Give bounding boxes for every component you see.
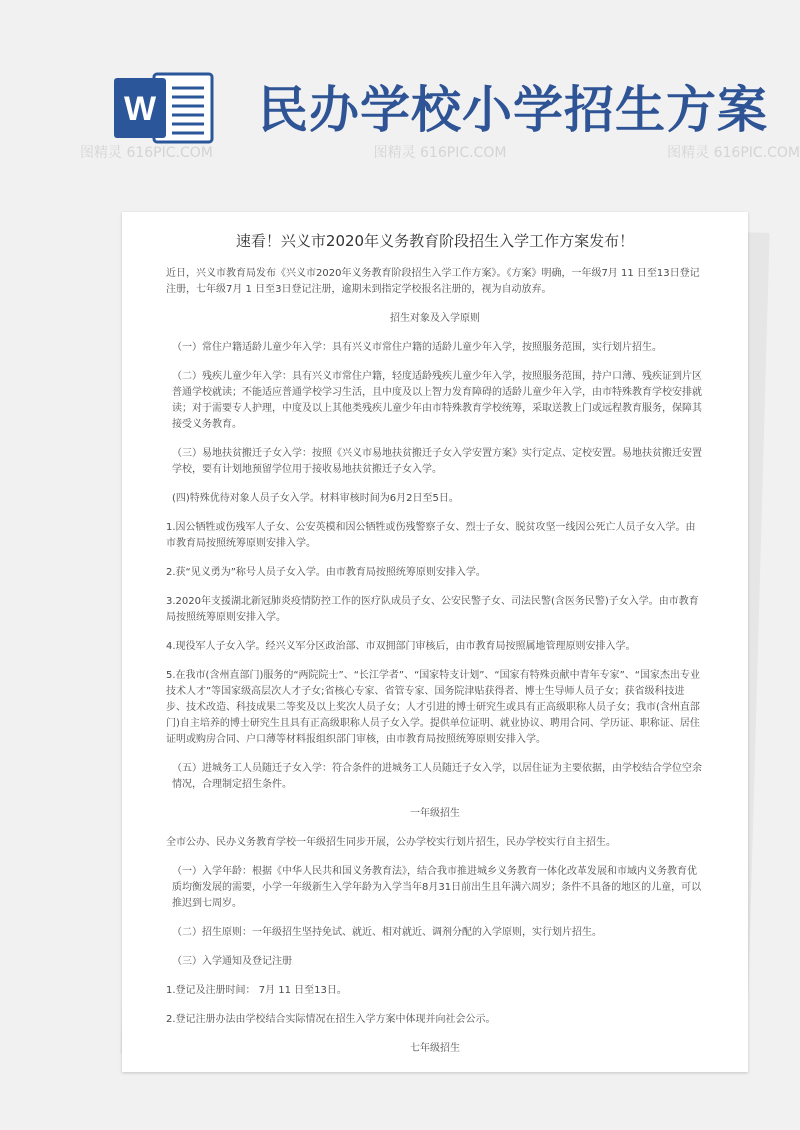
section-heading: 招生对象及入学原则 <box>390 313 480 324</box>
paragraph: 全市公办、民办义务教育学校一年级招生同步开展，公办学校实行划片招生，民办学校实行自主招生。 <box>166 837 616 848</box>
watermark: 图精灵 616PIC.COM <box>667 145 800 161</box>
paragraph: （二）招生原则：一年级招生坚持免试、就近、相对就近、调剂分配的入学原则，实行划片招生。 <box>172 927 602 938</box>
paragraph: 2.获“见义勇为”称号人员子女入学。由市教育局按照统筹原则安排入学。 <box>166 567 486 578</box>
word-icon-letter: W <box>123 90 157 128</box>
word-document-icon <box>112 66 216 150</box>
paragraph: 2.登记注册办法由学校结合实际情况在招生入学方案中体现并向社会公示。 <box>166 1014 496 1025</box>
document-title: 速看！兴义市2020年义务教育阶段招生入学工作方案发布！ <box>235 232 635 250</box>
paragraph: （一）常住户籍适龄儿童少年入学：具有兴义市常住户籍的适龄儿童少年入学，按照服务范围，实行划片招生。 <box>172 342 662 353</box>
document-body <box>122 266 748 1057</box>
watermark-row <box>80 142 800 162</box>
paragraph: 3.2020年支援湖北新冠肺炎疫情防控工作的医疗队成员子女、公安民警子女、司法民警(含医务民警)子女入学。由市教育局按照统筹原则安排入学。 <box>166 596 699 623</box>
paragraph: （三）易地扶贫搬迁子女入学：按照《兴义市易地扶贫搬迁子女入学安置方案》实行定点、定校安置。易地扶贫搬迁安置学校，要有计划地预留学位用于接收易地扶贫搬迁子女入学。 <box>172 448 702 475</box>
paragraph: （一）入学年龄：根据《中华人民共和国义务教育法》，结合我市推进城乡义务教育一体化改革发展和市域内义务教育优质均衡发展的需要，小学一年级新生入学年龄为入学当年8月31日前出生且年满六周岁；条件不具备的地区的儿童，可以推迟到七周岁。 <box>172 866 702 909</box>
page-header <box>0 0 800 200</box>
paragraph: (四)特殊优待对象人员子女入学。材料审核时间为6月2日至5日。 <box>172 493 459 504</box>
document-page <box>122 212 748 1072</box>
paragraph: （二）残疾儿童少年入学：具有兴义市常住户籍，轻度适龄残疾儿童少年入学，按照服务范围，持户口薄、残疾证到片区普通学校就读；不能适应普通学校学习生活，且中度及以上智力发育障碍的适龄儿童少年入学，由市特殊教育学校安排就读；对于需要专人护理，中度及以上其他类残疾儿童少年由市特殊教育学校统筹，采取送教上门或远程教育服务，保障其接受义务教育。 <box>172 371 702 430</box>
watermark: 图精灵 616PIC.COM <box>373 145 507 161</box>
paragraph: 近日，兴义市教育局发布《兴义市2020年义务教育阶段招生入学工作方案》。《方案》明确，一年级7月 11 日至13日登记注册，七年级7月 1 日至3日登记注册，逾期未到指定学校报名注册的，视为自动放弃。 <box>166 268 700 295</box>
section-heading: 一年级招生 <box>410 808 460 819</box>
watermark: 图精灵 616PIC.COM <box>80 145 213 161</box>
page-title: 民办学校小学招生方案 <box>258 81 768 139</box>
paragraph: 5.在我市(含州直部门)服务的“两院院士”、“长江学者”、“国家特支计划”、“国家有特殊贡献中青年专家”、“国家杰出专业技术人才”等国家级高层次人才子女;省核心专家、省管专家、国务院津贴获得者、博士生导师人员子女；获省级科技进步、技术改造、科技成果二等奖及以上奖次人员子女；人才引进的博士研究生或具有正高级职称人员子女；我市(含州直部门)自主培养的博士研究生且具有正高级职称人员子女入学。提供单位证明、就业协议、聘用合同、学历证、职称证、居住证明或购房合同、户口薄等材料报组织部门审核，由市教育局按照统筹原则安排入学。 <box>166 670 700 745</box>
paragraph: （五）进城务工人员随迁子女入学：符合条件的进城务工人员随迁子女入学，以居住证为主要依据，由学校结合学位空余情况，合理制定招生条件。 <box>172 763 702 790</box>
paragraph: 4.现役军人子女入学。经兴义军分区政治部、市双拥部门审核后，由市教育局按照属地管理原则安排入学。 <box>166 641 636 652</box>
paragraph: 1.因公牺牲或伤残军人子女、公安英模和因公牺牲或伤残警察子女、烈士子女、脱贫攻坚一线因公死亡人员子女入学。由市教育局按照统筹原则安排入学。 <box>166 522 696 549</box>
section-heading: 七年级招生 <box>410 1043 460 1054</box>
paragraph: （三）入学通知及登记注册 <box>172 956 292 967</box>
paragraph: 1.登记及注册时间： 7月 11 日至13日。 <box>166 985 347 996</box>
